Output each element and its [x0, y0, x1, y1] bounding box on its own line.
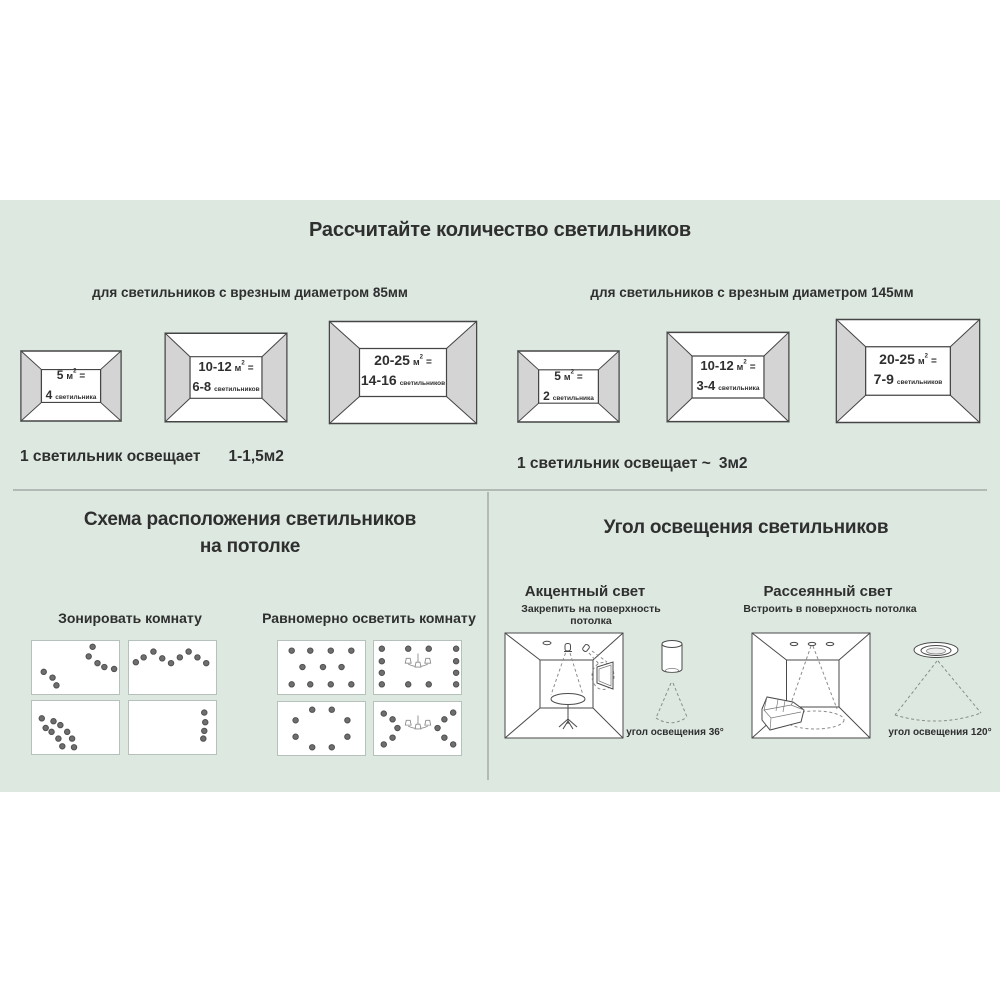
dot-grid [32, 641, 119, 694]
zoning-label: Зонировать комнату [58, 610, 202, 626]
ceiling-box-85-5m2: 5 $м^2$ = 4 светильника [20, 350, 122, 422]
dot-grid [374, 641, 461, 694]
angles-title: Угол освещения светильников [603, 517, 889, 538]
zoning-panel-3 [31, 700, 120, 755]
section-header-145mm: для светильников с врезным диаметром 145мм [590, 285, 914, 300]
diffuse-light-sublabel: Встроить в поверхность потолка [743, 603, 917, 615]
ceiling-light-icon [543, 641, 551, 644]
infographic-panel [0, 200, 1000, 792]
diffuse-light-label: Рассеянный свет [763, 583, 893, 600]
diffuse-angle-caption: угол освещения 120° [888, 727, 992, 738]
uniform-panel-2 [373, 640, 462, 695]
chandelier-icon [405, 654, 430, 667]
light-cone [656, 683, 671, 718]
recessed-light-icon [808, 642, 816, 645]
section-header-85mm: для светильников с врезным диаметром 85мм [92, 285, 408, 300]
recessed-light-icon [790, 642, 798, 645]
uniform-panel-4 [373, 701, 462, 756]
dot-grid [374, 702, 461, 755]
ceiling-box-145-5m2: 5 $м^2$ = 2 светильника [517, 350, 620, 423]
page-title: Рассчитайте количество светильников [309, 219, 691, 241]
zoning-panel-2 [128, 640, 217, 695]
downlight-icon [914, 643, 958, 658]
dot-grid [129, 641, 216, 694]
zoning-panel-4 [128, 700, 217, 755]
accent-spot-cylinder-diagram [645, 636, 705, 731]
light-cone [673, 683, 687, 717]
diffuse-downlight-diagram [885, 638, 995, 738]
dot-grid [129, 701, 216, 754]
ceiling-box-85-20-25m2: 20-25 $м^2$ = 14-16 светильников [328, 320, 478, 425]
light-cone [938, 661, 981, 713]
schemes-title: Схема расположения светильников на потолке [83, 509, 417, 557]
dot-grid [32, 701, 119, 754]
ceiling-box-85-10-12m2: 10-12 $м^2$ = 6-8 светильников [164, 332, 288, 423]
chandelier-icon [405, 715, 430, 728]
accent-angle-caption: угол освещения 36° [626, 727, 724, 738]
accent-light-label: Акцентный свет [524, 583, 646, 600]
light-cone [895, 661, 937, 715]
accent-room-diagram [504, 632, 624, 739]
recessed-light-icon [826, 642, 834, 645]
ceiling-box-145-10-12m2: 10-12 $м^2$ = 3-4 светильника [666, 331, 790, 423]
coverage-note-145mm: 1 светильник освещает ~ 3м2 [517, 455, 748, 472]
uniform-label: Равномерно осветить комнату [262, 610, 476, 626]
coverage-note-85mm: 1 светильник освещает 1-1,5м2 [20, 448, 284, 465]
zoning-panel-1 [31, 640, 120, 695]
ceiling-box-145-20-25m2: 20-25 $м^2$ = 7-9 светильников [835, 318, 981, 424]
accent-light-sublabel: Закрепить на поверхность потолка [521, 603, 661, 627]
dot-grid [278, 702, 365, 755]
horizontal-divider [13, 489, 987, 491]
uniform-panel-1 [277, 640, 366, 695]
diffuse-room-diagram [751, 632, 871, 739]
uniform-panel-3 [277, 701, 366, 756]
dot-grid [278, 641, 365, 694]
vertical-divider [487, 492, 489, 780]
